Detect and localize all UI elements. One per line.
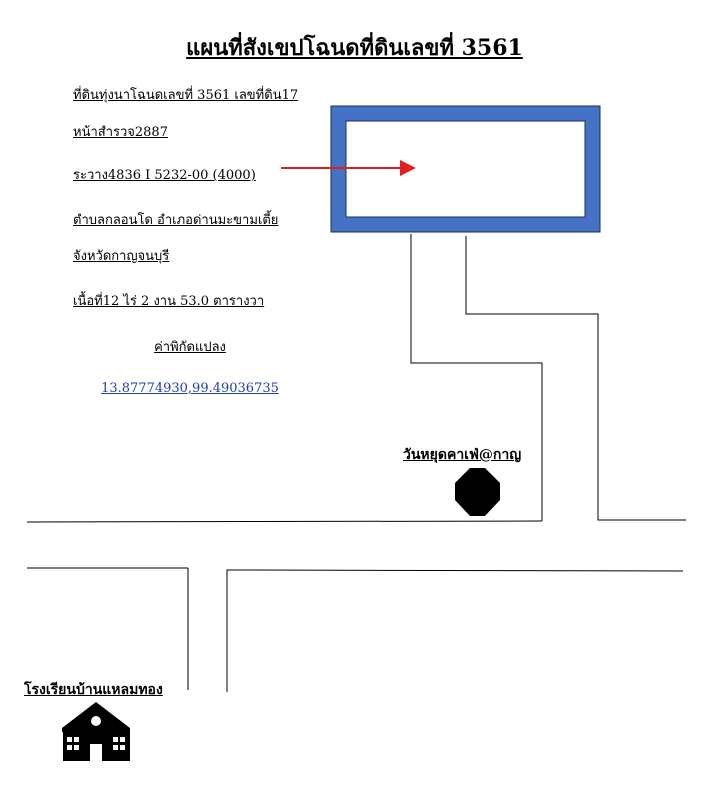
survey-page-line: หน้าสำรวจ2887 [73, 125, 168, 140]
map-title: แผนที่สังเขปโฉนดที่ดินเลขที่ 3561 [186, 35, 523, 61]
school-label: โรงเรียนบ้านแหลมทอง [24, 682, 163, 698]
cafe-label: วันหยุดคาเฟ่@กาญ [403, 447, 522, 463]
school-icon [62, 702, 130, 761]
main-road-north-edge [27, 521, 542, 522]
road-access-right [466, 236, 686, 520]
province-line: จังหวัดกาญจนบุรี [73, 249, 170, 264]
deed-info-line: ที่ดินทุ่งนาโฉนดเลขที่ 3561 เลขที่ดิน17 [73, 88, 299, 103]
location-line: ตำบลกลอนโด อำเภอด่านมะขามเตี้ย [73, 213, 279, 228]
coordinates-link[interactable]: 13.87774930,99.49036735 [101, 381, 279, 396]
cafe-marker-icon [455, 468, 500, 516]
area-line: เนื้อที่12 ไร่ 2 งาน 53.0 ตารางวา [73, 294, 265, 309]
side-road-right-edge [227, 570, 683, 692]
coordinates-heading: ค่าพิกัดแปลง [154, 340, 226, 355]
map-sheet-line: ระวาง4836 I 5232-00 (4000) [73, 168, 256, 183]
